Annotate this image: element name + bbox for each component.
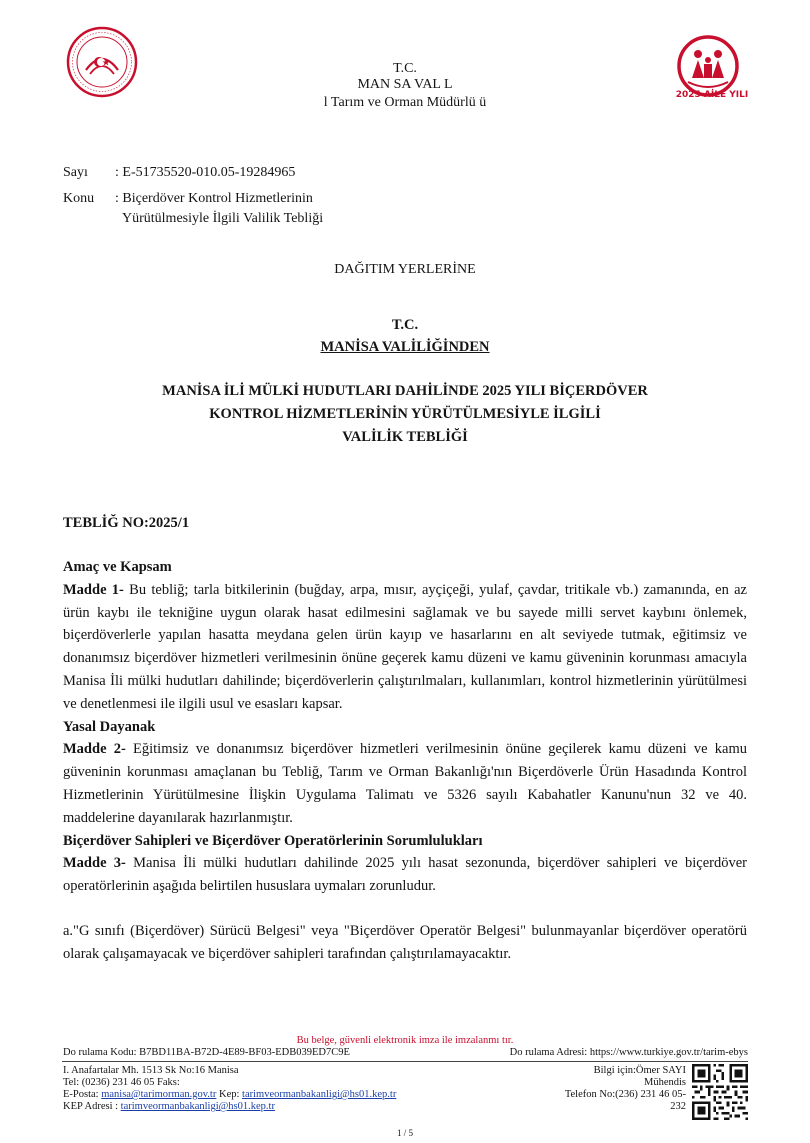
info-contact: Bilgi için:Ömer SAYI bbox=[593, 1065, 686, 1076]
konu-label: Konu bbox=[63, 191, 95, 206]
madde-1-label: Madde 1- bbox=[63, 581, 124, 598]
meta-konu bbox=[63, 188, 313, 209]
madde-1-text: Bu tebliğ; tarla bitkilerinin (buğday, arpa, mısır, ayçiçeği, yulaf, çavdar, tritikale vb.) zamanında, en az ürün kaybı ile tekniğine uygun olarak hasat edilmesini sağlamak ve bu sayede milli servet kaybını önlemek, biçerdöverlerle yapılan hasatta meydana gelen ürün kayıp ve hasarlarını en alt seviyede tutmak, eğitimsiz ve donanımsız biçerdöver hizmetleri verilmesinin önüne geçerek kamu düzeni ve kamu güveninin korunması amacıyla Manisa İli mülki hudutları dahilinde; biçerdöverlerin çalıştırılmaları, kullanımları, kontrol hizmetlerinin yürütülmesi ve denetlenmesi ile ilgili usul ve esasları kapsar. bbox=[63, 581, 747, 712]
madde-2-label: Madde 2- bbox=[63, 741, 126, 758]
footer-address: I. Anafartalar Mh. 1513 Sk No:16 Manisa bbox=[63, 1065, 239, 1076]
header-line-3: l Tarım ve Orman Müdürlü ü bbox=[323, 95, 487, 110]
meta-sayi bbox=[63, 162, 295, 183]
konu-value-line-2: Yürütülmesiyle İlgili Valilik Tebliği bbox=[122, 211, 324, 226]
madde-3-text: Manisa İli mülki hudutları dahilinde 2025 yılı hasat sezonunda, biçerdöver sahipleri ve biçerdöver operatörlerinin aşağıda belirtilen hususlara uymaları zorunludur. bbox=[63, 855, 747, 895]
family-year-caption: 2025 AİLE YILI bbox=[675, 90, 749, 100]
info-title: Mühendis bbox=[644, 1077, 686, 1088]
info-phone-line-2: 232 bbox=[670, 1101, 686, 1112]
header-line-2: MAN SA VAL L bbox=[357, 77, 453, 92]
verify-address[interactable]: Do rulama Adresi: https://www.turkiye.gov.tr/tarim-ebys bbox=[509, 1047, 748, 1058]
footer-divider bbox=[62, 1061, 748, 1062]
footer-tel: Tel: (0236) 231 46 05 Faks: bbox=[63, 1077, 180, 1088]
section-3-heading: Biçerdöver Sahipleri ve Biçerdöver Operatörlerinin Sorumlulukları bbox=[63, 832, 483, 849]
qr-code-icon bbox=[692, 1064, 748, 1120]
section-1-paragraph bbox=[63, 579, 747, 716]
document-title-line-1: MANİSA İLİ MÜLKİ HUDUTLARI DAHİLİNDE 2025 YILI BİÇERDÖVER bbox=[162, 383, 648, 399]
item-a: a."G sınıfı (Biçerdöver) Sürücü Belgesi" veya "Biçerdöver Operatör Belgesi" bulunmayanlar biçerdöver operatörü olarak çalışamayacak ve biçerdöver sahipleri tarafından çalıştırılamayacaktır. bbox=[63, 922, 747, 962]
authority-name: MANİSA VALİLİĞİNDEN bbox=[320, 339, 490, 355]
section-1-heading: Amaç ve Kapsam bbox=[63, 559, 172, 575]
document-title-line-3: VALİLİK TEBLİĞİ bbox=[342, 429, 468, 445]
document-body bbox=[63, 556, 747, 966]
page-number: 1 / 5 bbox=[396, 1128, 413, 1138]
email-link[interactable]: manisa@tarimorman.gov.tr bbox=[101, 1089, 217, 1100]
section-2-paragraph bbox=[63, 738, 747, 829]
kep-address-link[interactable]: tarimveormanbakanligi@hs01.kep.tr bbox=[120, 1101, 275, 1112]
verify-code: Do rulama Kodu: B7BD11BA-B72D-4E89-BF03-EDB039ED7C9E bbox=[63, 1047, 350, 1058]
sayi-value: : E-51735520-010.05-19284965 bbox=[115, 165, 296, 180]
ministry-seal-logo bbox=[66, 26, 138, 98]
kep-link[interactable]: tarimveormanbakanligi@hs01.kep.tr bbox=[242, 1089, 397, 1100]
document-title-line-2: KONTROL HİZMETLERİNİN YÜRÜTÜLMESİYLE İLGİLİ bbox=[209, 406, 601, 422]
teblig-number: TEBLİĞ NO:2025/1 bbox=[63, 515, 190, 531]
konu-value-line-1: : Biçerdöver Kontrol Hizmetlerinin bbox=[115, 191, 313, 206]
sayi-label: Sayı bbox=[63, 165, 88, 180]
distribution-heading: DAĞITIM YERLERİNE bbox=[334, 262, 476, 277]
info-phone-line-1: Telefon No:(236) 231 46 05- bbox=[564, 1089, 686, 1100]
kep-label: Kep: bbox=[216, 1089, 243, 1100]
footer-email-line bbox=[63, 1089, 396, 1101]
section-2-heading: Yasal Dayanak bbox=[63, 718, 156, 735]
madde-2-text: Eğitimsiz ve donanımsız biçerdöver hizmetleri verilmesinin önüne geçilerek kamu düzeni ve kamu güveninin korunması amaçlanan bu Tebliğ, Tarım ve Orman Bakanlığı'nın Biçerdöverle Ürün Hasadında Kontrol Hizmetlerinin Yürütülmesine İlişkin Uygulama Talimatı ve 5326 sayılı Kabahatler Kanunu'nun 32 ve 40. maddelerine dayanılarak hazırlanmıştır. bbox=[63, 741, 747, 826]
footer-kep-address-line bbox=[63, 1101, 275, 1113]
esignature-note: Bu belge, güvenli elektronik imza ile imzalanmı tır. bbox=[296, 1035, 514, 1046]
email-label: E-Posta: bbox=[63, 1089, 102, 1100]
section-3-paragraph bbox=[63, 852, 747, 898]
authority-tc: T.C. bbox=[391, 317, 419, 333]
header-line-1: T.C. bbox=[393, 61, 417, 76]
kep-address-label: KEP Adresi : bbox=[63, 1101, 121, 1112]
madde-3-label: Madde 3- bbox=[63, 855, 126, 872]
